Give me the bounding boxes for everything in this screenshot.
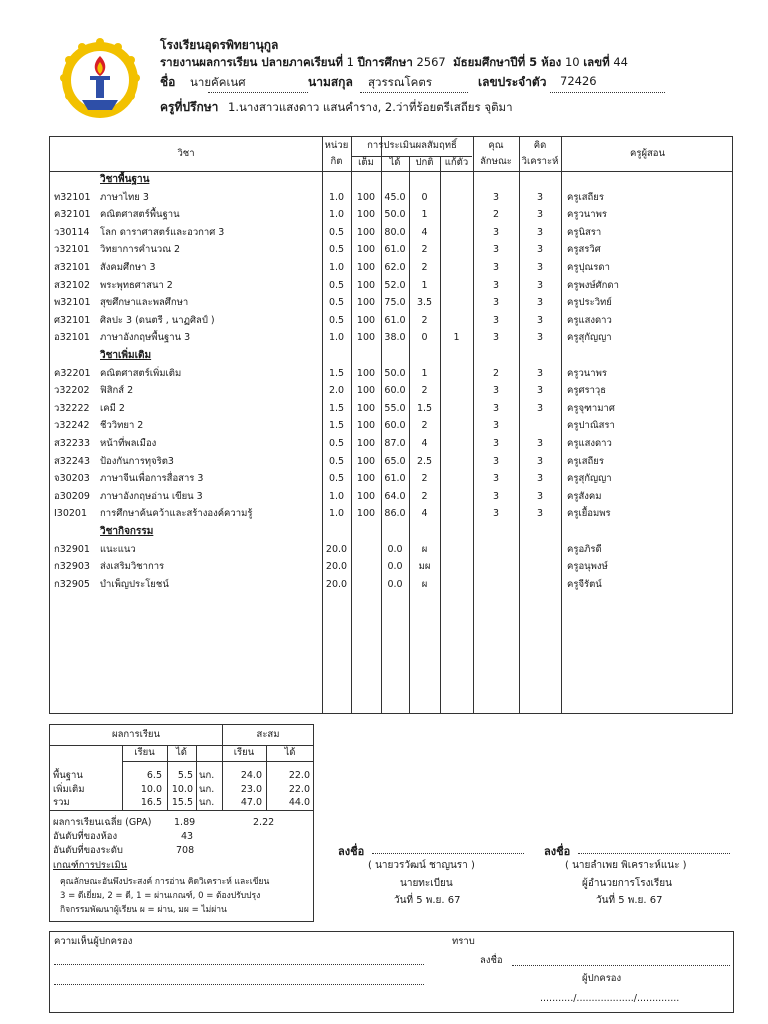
name-label: ชื่อ xyxy=(160,75,176,89)
col-header-retake: แก้ตัว xyxy=(444,157,469,168)
grade: 1 xyxy=(421,367,428,379)
teacher: ครูเสถียร xyxy=(567,455,604,467)
summary-got-header: ได้ xyxy=(176,747,187,758)
header-bottom-line xyxy=(50,171,732,172)
summary-got: 5.5 xyxy=(177,770,193,781)
grade: 2 xyxy=(421,420,428,432)
school-logo xyxy=(52,34,148,122)
characteristic: 3 xyxy=(492,420,500,432)
summary-study: 10.0 xyxy=(140,783,162,795)
grade: 2 xyxy=(421,473,428,485)
grade: ผ xyxy=(421,578,428,590)
characteristic: 3 xyxy=(492,314,500,326)
teacher: ครูปุณรดา xyxy=(567,262,610,273)
director-sign-line xyxy=(578,853,730,854)
section-title: วิชาเพิ่มเติม xyxy=(100,350,152,361)
rank-room-label: อันดับที่ของห้อง xyxy=(53,831,118,842)
subject-name: บำเพ็ญประโยชน์ xyxy=(100,578,169,590)
full-score: 100 xyxy=(356,402,376,414)
score: 86.0 xyxy=(384,508,406,520)
unit: 1.5 xyxy=(328,402,345,414)
subject-code: I30201 xyxy=(54,508,88,520)
director-date: วันที่ 5 พ.ย. 67 xyxy=(596,895,663,906)
criteria-line-3: กิจกรรมพัฒนาผู้เรียน ผ = ผ่าน, มผ = ไม่ผ่าน xyxy=(60,905,227,915)
unit: 0.5 xyxy=(328,438,345,449)
subject-code: อ32101 xyxy=(54,332,90,344)
summary-row-label: พื้นฐาน xyxy=(53,770,83,781)
characteristic: 3 xyxy=(492,490,500,502)
subject-code: พ32101 xyxy=(54,297,91,309)
criteria-title: เกณฑ์การประเมิน xyxy=(53,860,128,871)
criteria-line-2: 3 = ดีเยี่ยม, 2 = ดี, 1 = ผ่านเกณฑ์, 0 = ต้องปรับปรุง xyxy=(60,891,261,901)
subject-code: ก32905 xyxy=(54,578,90,590)
analytical-thinking: 3 xyxy=(536,191,544,203)
summary-got: 15.5 xyxy=(171,797,193,808)
full-score: 100 xyxy=(356,473,376,485)
subject-code: ว32222 xyxy=(54,402,90,414)
unit: 0.5 xyxy=(328,314,345,326)
teacher: ครูสังคม xyxy=(567,490,602,502)
analytical-thinking: 3 xyxy=(536,473,544,485)
subject-name: ภาษาอังกฤษพื้นฐาน 3 xyxy=(100,332,191,344)
teacher: ครูจีรัตน์ xyxy=(567,578,602,590)
rank-level-label: อันดับที่ของระดับ xyxy=(53,845,123,856)
grade: 2 xyxy=(421,385,428,397)
analytical-thinking: 3 xyxy=(536,332,544,344)
characteristic: 3 xyxy=(492,297,500,309)
summary-acc-study: 23.0 xyxy=(240,783,262,795)
col-header-char-top: คุณ xyxy=(488,140,504,151)
subject-code: อ30209 xyxy=(54,490,90,502)
col-header-normal: ปกติ xyxy=(415,157,434,168)
subject-name: การศึกษาค้นคว้าและสร้างองค์ความรู้ xyxy=(100,508,253,520)
grade: 1.5 xyxy=(416,402,433,414)
subject-code: ส32101 xyxy=(54,262,91,273)
unit: 20.0 xyxy=(325,578,348,590)
unit: 2.0 xyxy=(328,385,345,397)
subject-code: ส32233 xyxy=(54,438,91,449)
analytical-thinking: 3 xyxy=(536,244,544,256)
advisor-names: 1.นางสาวแสงดาว แสนคำราง, 2.ว่าที่ร้อยตรีเสถียร จุติมา xyxy=(228,100,513,114)
summary-line xyxy=(50,810,313,811)
subject-code: ส32102 xyxy=(54,279,91,291)
subject-code: ก32903 xyxy=(54,561,90,573)
summary-acc-got: 22.0 xyxy=(288,770,310,781)
col-header-full: เต็ม xyxy=(358,157,374,168)
subject-name: ภาษาจีนเพื่อการสื่อสาร 3 xyxy=(100,473,204,485)
school-name: โรงเรียนอุดรพิทยานุกูล xyxy=(160,38,279,52)
characteristic: 2 xyxy=(492,367,500,379)
full-score: 100 xyxy=(356,191,376,203)
grade: 2 xyxy=(421,490,428,502)
summary-title: ผลการเรียน xyxy=(112,729,160,740)
col-divider xyxy=(561,137,562,713)
subject-name: ส่งเสริมวิชาการ xyxy=(100,561,165,573)
teacher: ครูสุกัญญา xyxy=(567,332,612,344)
full-score: 100 xyxy=(356,297,376,309)
unit: 1.0 xyxy=(328,508,345,520)
unit: 1.0 xyxy=(328,262,345,273)
full-score: 100 xyxy=(356,226,376,238)
grade: 0 xyxy=(421,191,428,203)
summary-unit-abbr: นก. xyxy=(199,770,215,781)
score: 0.0 xyxy=(387,543,403,555)
analytical-thinking: 3 xyxy=(536,508,544,520)
subject-name: เคมี 2 xyxy=(100,402,125,414)
registrar-sign-line xyxy=(372,853,524,854)
teacher: ครูเสถียร xyxy=(567,191,604,203)
subject-name: วิทยาการคำนวณ 2 xyxy=(100,244,181,256)
summary-acc-study: 47.0 xyxy=(240,797,262,808)
teacher: ครูจุฑามาศ xyxy=(567,402,615,414)
subject-code: ว32202 xyxy=(54,385,90,397)
registrar-title: นายทะเบียน xyxy=(400,878,453,889)
unit: 0.5 xyxy=(328,226,345,238)
name-dotline xyxy=(208,92,308,93)
gpa-accum-value: 2.22 xyxy=(253,817,275,828)
full-score: 100 xyxy=(356,490,376,502)
score: 64.0 xyxy=(384,490,406,502)
criteria-line-1: คุณลักษณะอันพึงประสงค์ การอ่าน คิดวิเคราะห์ และเขียน xyxy=(60,877,270,887)
unit: 1.0 xyxy=(328,332,345,344)
subject-name: หน้าที่พลเมือง xyxy=(100,438,157,449)
grade: มผ xyxy=(418,561,431,573)
characteristic: 3 xyxy=(492,385,500,397)
score: 61.0 xyxy=(384,473,406,485)
room-value: 10 xyxy=(564,55,580,69)
subject-code: จ30203 xyxy=(54,473,90,485)
col-header-subject: วิชา xyxy=(177,148,195,159)
characteristic: 3 xyxy=(492,508,500,520)
student-id-value: 72426 xyxy=(560,74,597,88)
score: 60.0 xyxy=(384,385,406,397)
analytical-thinking: 3 xyxy=(536,209,544,221)
summary-acc-got: 22.0 xyxy=(288,783,310,795)
parent-date-blank: .........../.................../.............. xyxy=(540,993,680,1004)
full-score: 100 xyxy=(356,367,376,379)
subject-code: ค32101 xyxy=(54,209,91,221)
teacher: ครูประวิทย์ xyxy=(567,297,612,309)
score: 38.0 xyxy=(384,332,406,344)
subject-name: ป้องกันการทุจริต3 xyxy=(100,455,174,467)
comment-line-2[interactable] xyxy=(54,984,424,985)
full-score: 100 xyxy=(356,209,376,221)
subject-name: สังคมศึกษา 3 xyxy=(100,262,156,273)
grade: 4 xyxy=(421,438,428,449)
subject-code: ท32101 xyxy=(54,191,91,203)
subject-code: ว32242 xyxy=(54,420,90,432)
score: 61.0 xyxy=(384,244,406,256)
analytical-thinking: 3 xyxy=(536,226,544,238)
unit: 1.5 xyxy=(328,420,345,432)
summary-study-header: เรียน xyxy=(134,747,155,758)
summary-row-label: รวม xyxy=(53,797,70,808)
comment-line-1[interactable] xyxy=(54,964,424,965)
rank-room-value: 43 xyxy=(181,831,194,842)
registrar-sign-label: ลงชื่อ xyxy=(338,845,365,858)
characteristic: 3 xyxy=(492,332,500,344)
subject-code: ส32243 xyxy=(54,455,91,467)
subject-code: ว32101 xyxy=(54,244,90,256)
ack-label: ทราบ xyxy=(452,936,475,947)
col-header-think-bottom: วิเคราะห์ xyxy=(521,156,559,167)
subject-name: พระพุทธศาสนา 2 xyxy=(100,279,173,291)
unit: 1.0 xyxy=(328,209,345,221)
summary-acc-study-header: เรียน xyxy=(233,747,255,758)
year-value: 2567 xyxy=(416,55,446,69)
teacher: ครูนิสรา xyxy=(567,226,602,238)
parent-sign-label: ลงชื่อ xyxy=(480,955,503,966)
summary-box xyxy=(49,724,314,922)
col-header-think-top: คิด xyxy=(533,140,547,151)
score: 0.0 xyxy=(387,561,403,573)
full-score: 100 xyxy=(356,385,376,397)
summary-accum-title: สะสม xyxy=(256,729,280,740)
subject-name: ฟิสิกส์ 2 xyxy=(100,385,134,397)
report-title-prefix: รายงานผลการเรียน ปลายภาคเรียนที่ xyxy=(160,55,343,69)
id-dotline xyxy=(550,92,665,93)
teacher: ครูปาณิสรา xyxy=(567,420,615,432)
score: 50.0 xyxy=(384,209,406,221)
subject-name: คณิตศาสตร์พื้นฐาน xyxy=(100,209,180,221)
score: 61.0 xyxy=(384,314,406,326)
summary-got: 10.0 xyxy=(171,783,193,795)
teacher: ครูวนาพร xyxy=(567,367,607,379)
grade: ผ xyxy=(421,543,428,555)
surname-label: นามสกุล xyxy=(308,75,353,89)
unit: 0.5 xyxy=(328,244,345,256)
col-header-char-bottom: ลักษณะ xyxy=(480,156,512,167)
teacher: ครูสรวิศ xyxy=(567,244,601,256)
analytical-thinking: 3 xyxy=(536,490,544,502)
report-title xyxy=(160,54,628,72)
full-score: 100 xyxy=(356,438,376,449)
teacher: ครูวนาพร xyxy=(567,209,607,221)
characteristic: 2 xyxy=(492,209,500,221)
unit: 1.0 xyxy=(328,490,345,502)
section-title: วิชากิจกรรม xyxy=(100,526,154,537)
grade: 2 xyxy=(421,262,428,273)
col-header-got: ได้ xyxy=(389,157,401,168)
summary-acc-got-header: ได้ xyxy=(284,747,296,758)
student-surname: สุวรรณโคตร xyxy=(368,75,433,89)
score: 62.0 xyxy=(384,262,406,273)
subject-name: ภาษาไทย 3 xyxy=(100,191,149,203)
grade: 1 xyxy=(421,279,428,291)
subject-code: ศ32101 xyxy=(54,314,91,326)
score: 87.0 xyxy=(384,438,406,449)
retake: 1 xyxy=(453,332,460,344)
surname-dotline xyxy=(360,92,468,93)
unit: 1.5 xyxy=(328,367,345,379)
subject-code: ก32901 xyxy=(54,543,90,555)
full-score: 100 xyxy=(356,279,376,291)
advisor-label: ครูที่ปรึกษา xyxy=(160,100,219,114)
student-no-label: เลขที่ xyxy=(583,55,610,69)
score: 80.0 xyxy=(384,226,406,238)
gpa-label: ผลการเรียนเฉลี่ย (GPA) xyxy=(53,817,152,828)
teacher: ครูเยื้อมพร xyxy=(567,508,611,520)
full-score: 100 xyxy=(356,314,376,326)
full-score: 100 xyxy=(356,332,376,344)
unit: 20.0 xyxy=(325,543,348,555)
analytical-thinking: 3 xyxy=(536,367,544,379)
full-score: 100 xyxy=(356,262,376,273)
analytical-thinking: 3 xyxy=(536,455,544,467)
col-divider xyxy=(519,137,520,713)
summary-unit-abbr: นก. xyxy=(199,797,215,808)
subject-code: ค32201 xyxy=(54,367,91,379)
full-score: 100 xyxy=(356,420,376,432)
summary-study: 16.5 xyxy=(140,797,162,808)
unit: 0.5 xyxy=(328,473,345,485)
characteristic: 3 xyxy=(492,473,500,485)
grade: 2 xyxy=(421,314,428,326)
score: 52.0 xyxy=(384,279,406,291)
grade: 4 xyxy=(421,508,428,520)
teacher: ครูอภิรดี xyxy=(567,543,602,555)
summary-row-label: เพิ่มเติม xyxy=(53,783,85,795)
grade: 2 xyxy=(421,244,428,256)
subject-name: ชีววิทยา 2 xyxy=(100,420,144,432)
teacher: ครูพงษ์ศักดา xyxy=(567,279,619,291)
unit: 0.5 xyxy=(328,455,345,467)
full-score: 100 xyxy=(356,508,376,520)
year-label: ปีการศึกษา xyxy=(357,55,413,69)
director-title: ผู้อำนวยการโรงเรียน xyxy=(582,878,672,889)
analytical-thinking: 3 xyxy=(536,297,544,309)
section-title: วิชาพื้นฐาน xyxy=(100,174,150,185)
score: 0.0 xyxy=(387,578,403,590)
summary-divider xyxy=(196,745,197,810)
characteristic: 3 xyxy=(492,279,500,291)
summary-acc-got: 44.0 xyxy=(288,797,310,808)
unit: 1.0 xyxy=(328,191,345,203)
summary-acc-study: 24.0 xyxy=(240,770,262,781)
subject-name: คณิตศาสตร์เพิ่มเติม xyxy=(100,367,182,379)
col-header-unit-bottom: กิต xyxy=(330,156,343,167)
analytical-thinking: 3 xyxy=(536,262,544,273)
teacher: ครูแสงดาว xyxy=(567,438,612,449)
director-sign-label: ลงชื่อ xyxy=(544,845,571,858)
characteristic: 3 xyxy=(492,438,500,449)
subject-name: ศิลปะ 3 (ดนตรี , นาฏศิลป์ ) xyxy=(100,314,215,326)
unit: 20.0 xyxy=(325,561,348,573)
characteristic: 3 xyxy=(492,191,500,203)
characteristic: 3 xyxy=(492,244,500,256)
grade: 1 xyxy=(421,209,428,221)
teacher: ครูแสงดาว xyxy=(567,314,612,326)
parent-title: ผู้ปกครอง xyxy=(582,973,622,984)
unit: 0.5 xyxy=(328,279,345,291)
col-divider xyxy=(440,156,441,713)
grade: 0 xyxy=(421,332,428,344)
full-score: 100 xyxy=(356,244,376,256)
col-header-teacher: ครูผู้สอน xyxy=(629,148,666,159)
characteristic: 3 xyxy=(492,402,500,414)
analytical-thinking: 3 xyxy=(536,279,544,291)
student-id-label: เลขประจำตัว xyxy=(478,75,547,89)
subject-code: ว30114 xyxy=(54,226,90,238)
term-value: 1 xyxy=(346,55,354,69)
student-first-name: นายคัคเนศ xyxy=(190,75,246,89)
score: 60.0 xyxy=(384,420,406,432)
analytical-thinking: 3 xyxy=(536,402,544,414)
full-score: 100 xyxy=(356,455,376,467)
student-no-value: 44 xyxy=(613,55,628,69)
score: 50.0 xyxy=(384,367,406,379)
subject-name: สุขศึกษาและพลศึกษา xyxy=(100,297,189,309)
registrar-name: ( นายวรวัฒน์ ชาญนรา ) xyxy=(368,860,475,871)
analytical-thinking: 3 xyxy=(536,385,544,397)
teacher: ครูสุกัญญา xyxy=(567,473,612,485)
gpa-value: 1.89 xyxy=(174,817,196,828)
grade-label: มัธยมศึกษาปีที่ 5 ห้อง xyxy=(453,55,562,69)
director-name: ( นายลำเพย พิเคราะห์แนะ ) xyxy=(565,860,687,871)
analytical-thinking: 3 xyxy=(536,314,544,326)
summary-unit-abbr: นก. xyxy=(199,783,215,795)
unit: 0.5 xyxy=(328,297,345,309)
summary-study: 6.5 xyxy=(146,770,162,781)
score: 55.0 xyxy=(384,402,406,414)
subject-name: ภาษาอังกฤษอ่าน เขียน 3 xyxy=(100,490,203,502)
grade: 3.5 xyxy=(416,297,433,309)
parent-comment-box xyxy=(49,931,734,1013)
col-header-unit-top: หน่วย xyxy=(324,140,349,151)
registrar-date: วันที่ 5 พ.ย. 67 xyxy=(394,895,461,906)
characteristic: 3 xyxy=(492,226,500,238)
score: 65.0 xyxy=(384,455,406,467)
score: 45.0 xyxy=(384,191,406,203)
score: 75.0 xyxy=(384,297,406,309)
subject-name: โลก ดาราศาสตร์และอวกาศ 3 xyxy=(100,226,225,238)
teacher: ครูศราวุธ xyxy=(567,385,607,397)
subject-name: แนะแนว xyxy=(100,543,136,555)
teacher: ครูอนุพงษ์ xyxy=(567,561,608,573)
grade: 4 xyxy=(421,226,428,238)
col-header-assessment: การประเมินผลสัมฤทธิ์ xyxy=(367,140,457,151)
analytical-thinking: 3 xyxy=(536,438,544,449)
characteristic: 3 xyxy=(492,455,500,467)
parent-comment-label: ความเห็นผู้ปกครอง xyxy=(54,936,133,947)
summary-line xyxy=(122,761,313,762)
grades-table xyxy=(49,136,733,714)
grade: 2.5 xyxy=(416,455,433,467)
parent-sign-line[interactable] xyxy=(512,965,730,966)
characteristic: 3 xyxy=(492,262,500,273)
rank-level-value: 708 xyxy=(176,845,195,856)
